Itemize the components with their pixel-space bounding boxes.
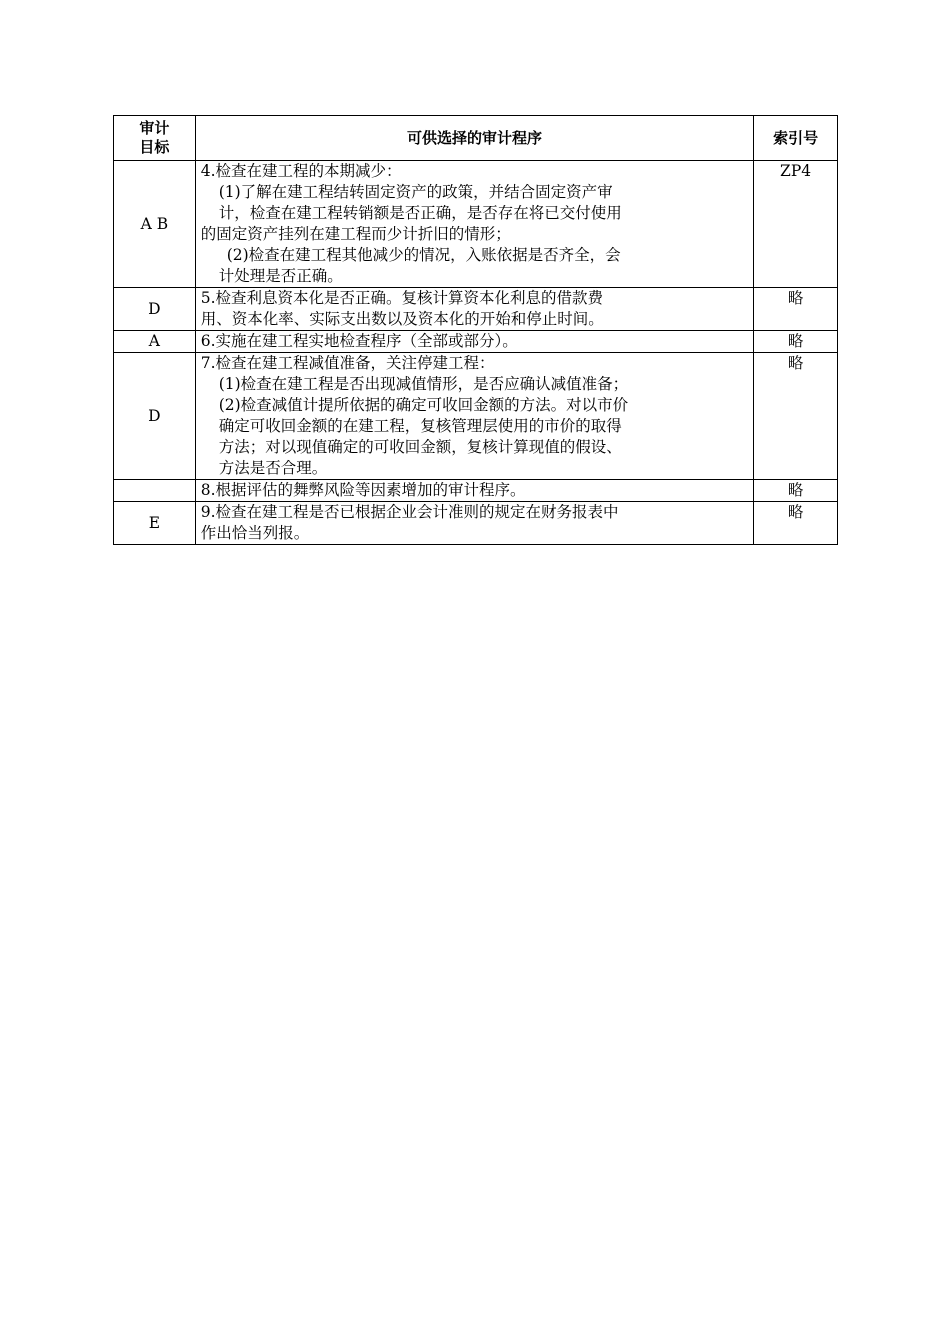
row-index: 略 (754, 288, 838, 331)
row-index: 略 (754, 353, 838, 480)
table-row (114, 353, 838, 480)
row-goal: E (114, 502, 196, 545)
row-goal (114, 480, 196, 502)
procedure-line: 作出恰当列报。 (200, 524, 310, 542)
procedure-line: 8.根据评估的舞弊风险等因素增加的审计程序。 (200, 481, 526, 499)
row-goal: A B (114, 161, 196, 288)
row-index: 略 (754, 502, 838, 545)
table-row (114, 288, 838, 331)
row-index: 略 (754, 331, 838, 353)
row-goal: D (114, 353, 196, 480)
header-goal-line1: 审计 (139, 119, 170, 137)
header-procedure: 可供选择的审计程序 (195, 116, 753, 161)
table-row (114, 161, 838, 288)
procedure-line: 计，检查在建工程转销额是否正确，是否存在将已交付使用 (218, 204, 622, 222)
row-goal: D (114, 288, 196, 331)
procedure-line: (2)检查减值计提所依据的确定可收回金额的方法。对以市价 (218, 396, 629, 414)
row-index: ZP4 (754, 161, 838, 288)
procedure-line: 用、资本化率、实际支出数以及资本化的开始和停止时间。 (200, 310, 604, 328)
audit-procedure-table (113, 115, 838, 545)
procedure-line: 方法；对以现值确定的可收回金额，复核计算现值的假设、 (218, 438, 622, 456)
row-procedure (195, 161, 753, 288)
row-procedure (195, 331, 753, 353)
table-row (114, 502, 838, 545)
header-goal-line2: 目标 (139, 138, 170, 156)
row-procedure (195, 288, 753, 331)
procedure-line: (1)检查在建工程是否出现减值情形，是否应确认减值准备； (218, 375, 629, 393)
procedure-line: 6.实施在建工程实地检查程序（全部或部分）。 (200, 332, 518, 350)
table-header-row (114, 116, 838, 161)
table-row (114, 331, 838, 353)
procedure-line: 9.检查在建工程是否已根据企业会计准则的规定在财务报表中 (200, 503, 619, 521)
row-goal: A (114, 331, 196, 353)
procedure-line: 7.检查在建工程减值准备，关注停建工程： (200, 354, 495, 372)
table-row (114, 480, 838, 502)
row-procedure (195, 353, 753, 480)
procedure-line: 方法是否合理。 (218, 459, 328, 477)
procedure-line: (2)检查在建工程其他减少的情况，入账依据是否齐全，会 (226, 246, 621, 264)
row-index: 略 (754, 480, 838, 502)
header-audit-goal (114, 116, 196, 161)
header-index: 索引号 (754, 116, 838, 161)
procedure-line: 的固定资产挂列在建工程而少计折旧的情形； (200, 225, 511, 243)
procedure-line: (1)了解在建工程结转固定资产的政策，并结合固定资产审 (218, 183, 613, 201)
row-procedure (195, 480, 753, 502)
row-procedure (195, 502, 753, 545)
procedure-line: 4.检查在建工程的本期减少： (200, 162, 402, 180)
procedure-line: 确定可收回金额的在建工程，复核管理层使用的市价的取得 (218, 417, 622, 435)
procedure-line: 5.检查利息资本化是否正确。复核计算资本化利息的借款费 (200, 289, 604, 307)
procedure-line: 计处理是否正确。 (218, 267, 343, 285)
